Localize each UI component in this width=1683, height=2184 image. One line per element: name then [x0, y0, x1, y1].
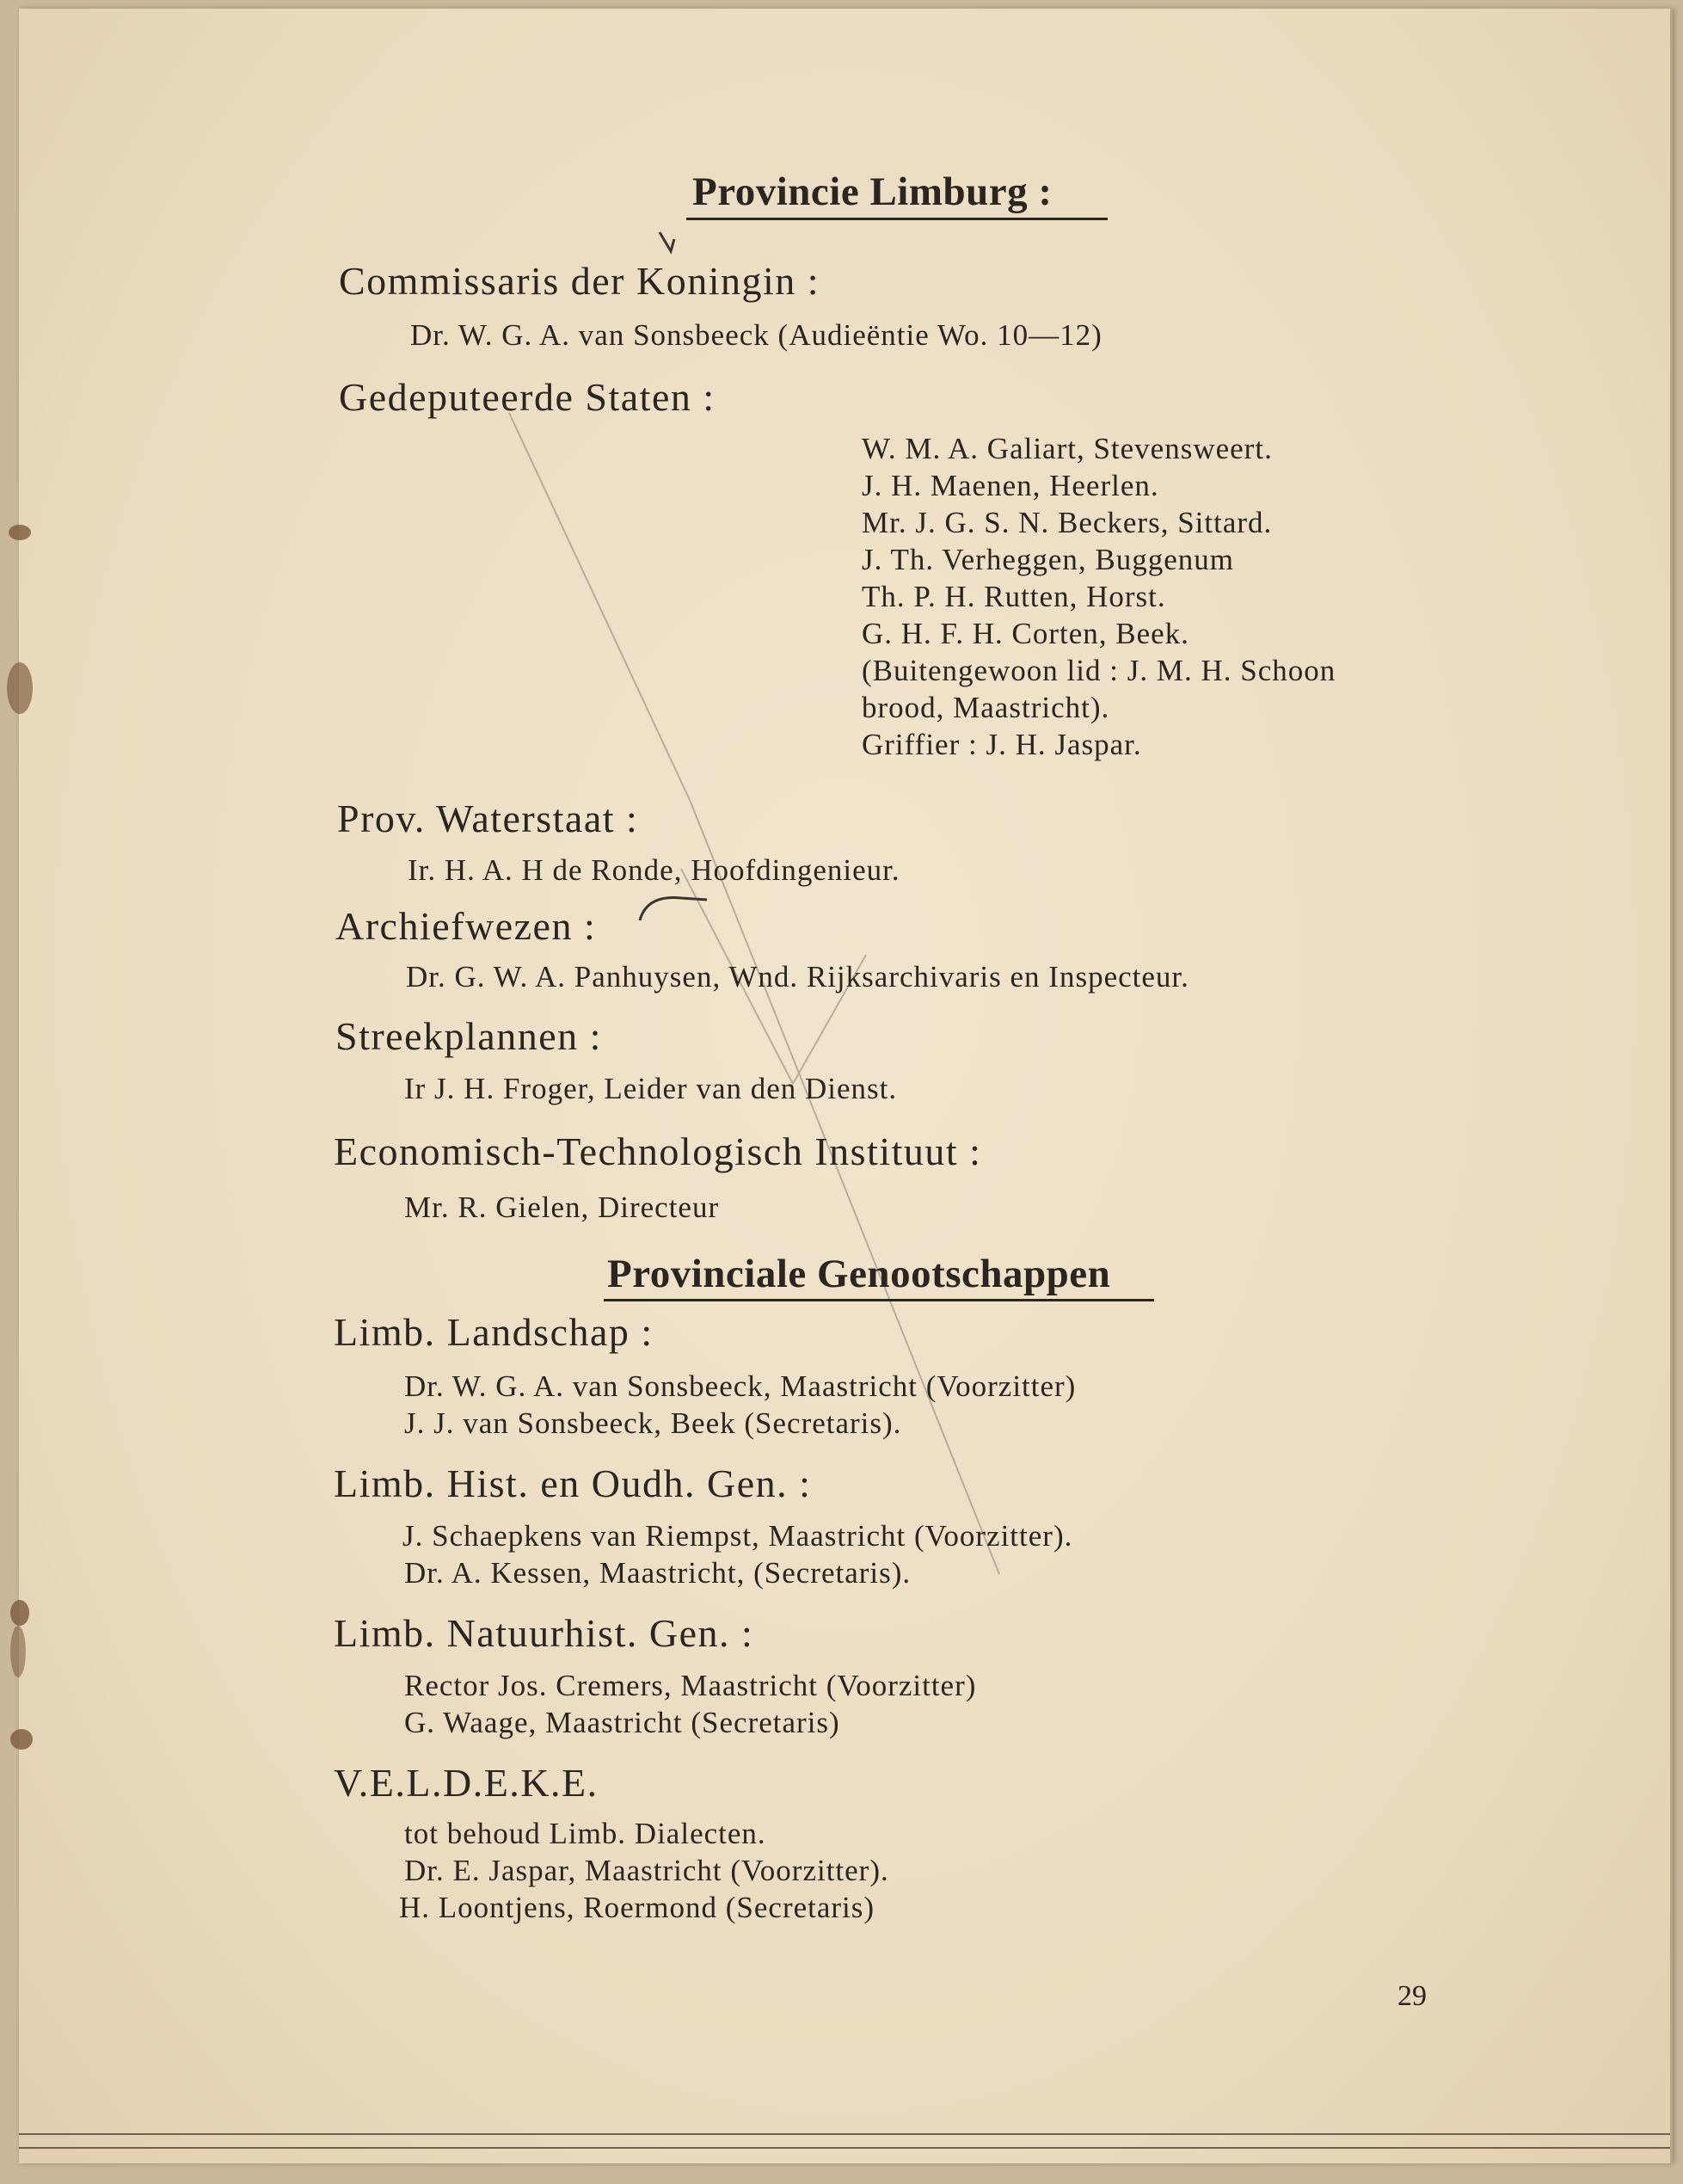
waterstaat-line: Ir. H. A. H de Ronde, Hoofdingenieur. — [408, 853, 900, 887]
eti-heading: Economisch-Technologisch Instituut : — [334, 1129, 982, 1173]
gedeputeerde-line: J. H. Maenen, Heerlen. — [862, 469, 1159, 502]
landschap-heading: Limb. Landschap : — [334, 1310, 654, 1354]
hist-line: Dr. A. Kessen, Maastricht, (Secretaris). — [404, 1556, 912, 1590]
gedeputeerde-line: Mr. J. G. S. N. Beckers, Sittard. — [862, 506, 1273, 539]
page-number: 29 — [1397, 1980, 1427, 2012]
gedeputeerde-line: J. Th. Verheggen, Buggenum — [862, 543, 1234, 576]
gedeputeerde-line: brood, Maastricht). — [862, 691, 1110, 724]
streek-line: Ir J. H. Froger, Leider van den Dienst. — [404, 1072, 898, 1105]
commissaris-line: Dr. W. G. A. van Sonsbeeck (Audieëntie Wo. 10—12) — [410, 318, 1103, 352]
gedeputeerde-line: Th. P. H. Rutten, Horst. — [862, 580, 1166, 613]
natuur-line: G. Waage, Maastricht (Secretaris) — [404, 1706, 840, 1739]
archief-line: Dr. G. W. A. Panhuysen, Wnd. Rijksarchivaris en Inspecteur. — [406, 960, 1189, 994]
veldeke-line: H. Loontjens, Roermond (Secretaris) — [399, 1891, 875, 1924]
natuur-heading: Limb. Natuurhist. Gen. : — [334, 1611, 754, 1655]
hist-line: J. Schaepkens van Riempst, Maastricht (Voorzitter). — [402, 1519, 1073, 1553]
gedeputeerde-heading: Gedeputeerde Staten : — [339, 375, 716, 419]
waterstaat-heading: Prov. Waterstaat : — [337, 797, 639, 840]
veldeke-line: tot behoud Limb. Dialecten. — [404, 1817, 766, 1850]
genootschappen-underline — [604, 1299, 1154, 1301]
gedeputeerde-line: (Buitengewoon lid : J. M. H. Schoon — [862, 654, 1336, 687]
veldeke-heading: V.E.L.D.E.K.E. — [334, 1761, 599, 1805]
gedeputeerde-line: Griffier : J. H. Jaspar. — [862, 728, 1142, 761]
gedeputeerde-line: G. H. F. H. Corten, Beek. — [862, 617, 1189, 650]
hist-heading: Limb. Hist. en Oudh. Gen. : — [334, 1461, 812, 1505]
gedeputeerde-line: W. M. A. Galiart, Stevensweert. — [862, 432, 1273, 465]
natuur-line: Rector Jos. Cremers, Maastricht (Voorzitter) — [404, 1669, 977, 1702]
eti-line: Mr. R. Gielen, Directeur — [404, 1190, 720, 1224]
streek-heading: Streekplannen : — [335, 1014, 602, 1058]
document-page — [19, 9, 1673, 2163]
commissaris-heading: Commissaris der Koningin : — [339, 259, 820, 303]
title-underline — [686, 218, 1108, 220]
genootschappen-title: Provinciale Genootschappen — [607, 1252, 1111, 1296]
page-edge-line — [19, 2133, 1670, 2135]
veldeke-line: Dr. E. Jaspar, Maastricht (Voorzitter). — [404, 1854, 889, 1887]
page-title: Provincie Limburg : — [692, 169, 1053, 214]
landschap-line: J. J. van Sonsbeeck, Beek (Secretaris). — [404, 1406, 902, 1440]
archief-heading: Archiefwezen : — [335, 904, 597, 948]
page-edge-line — [19, 2147, 1670, 2149]
landschap-line: Dr. W. G. A. van Sonsbeeck, Maastricht (Voorzitter) — [404, 1369, 1077, 1403]
